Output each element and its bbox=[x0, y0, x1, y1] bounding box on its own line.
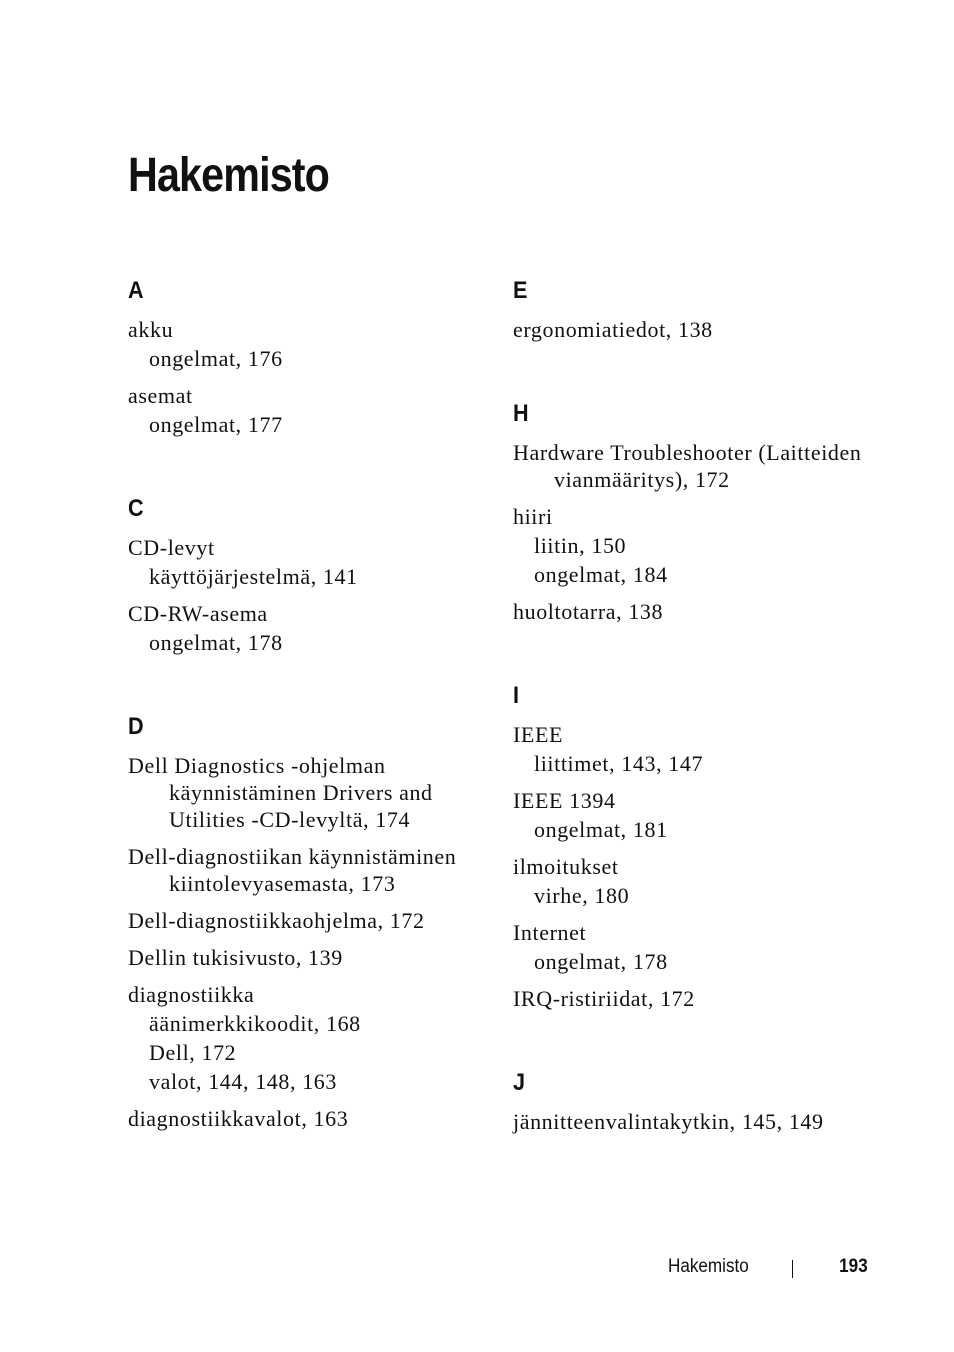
index-section bbox=[513, 276, 873, 343]
index-section bbox=[128, 712, 488, 1132]
section-letter: J bbox=[513, 1069, 526, 1096]
entry-heading: ergonomiatiedot, 138 bbox=[513, 317, 713, 342]
entry-subitem: liittimet, 143, 147 bbox=[534, 751, 704, 776]
page-footer bbox=[600, 1256, 868, 1282]
entry-heading: IRQ-ristiriidat, 172 bbox=[513, 986, 695, 1011]
index-entry bbox=[128, 316, 488, 372]
index-section bbox=[128, 494, 488, 656]
index-entry bbox=[513, 1108, 873, 1135]
index-entry bbox=[128, 382, 488, 438]
entry-heading: Dell-diagnostiikkaohjelma, 172 bbox=[128, 908, 425, 933]
entry-heading: Hardware Troubleshooter (Laitteiden vianmääritys), 172 bbox=[513, 440, 862, 492]
entry-heading: hiiri bbox=[513, 504, 553, 529]
entry-heading: Internet bbox=[513, 920, 587, 945]
entry-heading: akku bbox=[128, 317, 174, 342]
entry-heading: CD-levyt bbox=[128, 535, 215, 560]
footer-title: Hakemisto bbox=[668, 1256, 749, 1277]
index-entry bbox=[128, 981, 488, 1095]
page-title: Hakemisto bbox=[128, 149, 330, 202]
index-entry bbox=[513, 721, 873, 777]
index-entry bbox=[128, 534, 488, 590]
entry-heading: IEEE bbox=[513, 722, 564, 747]
entry-subitem: virhe, 180 bbox=[534, 883, 630, 908]
index-section bbox=[513, 399, 873, 625]
entry-subitem: ongelmat, 181 bbox=[534, 817, 668, 842]
page-number: 193 bbox=[839, 1256, 868, 1277]
index-entry bbox=[128, 1105, 488, 1132]
entry-heading: jännitteenvalintakytkin, 145, 149 bbox=[513, 1109, 824, 1134]
index-section bbox=[513, 1068, 873, 1135]
entry-heading: ilmoitukset bbox=[513, 854, 619, 879]
entry-heading: IEEE 1394 bbox=[513, 788, 616, 813]
section-letter: A bbox=[128, 277, 144, 304]
entry-subitem: liitin, 150 bbox=[534, 533, 627, 558]
entry-subitem: ongelmat, 178 bbox=[534, 949, 668, 974]
entry-subitem: äänimerkkikoodit, 168 bbox=[149, 1011, 361, 1036]
index-entry bbox=[128, 600, 488, 656]
entry-heading: huoltotarra, 138 bbox=[513, 599, 664, 624]
index-column-left bbox=[128, 276, 488, 1188]
index-entry bbox=[128, 944, 488, 971]
index-entry bbox=[513, 853, 873, 909]
footer-separator bbox=[792, 1260, 793, 1278]
entry-heading: Dell Diagnostics -ohjelman käynnistäminen Drivers and Utilities -CD-levyltä, 174 bbox=[128, 753, 433, 832]
entry-subitem: Dell, 172 bbox=[149, 1040, 237, 1065]
entry-subitem: ongelmat, 178 bbox=[149, 630, 283, 655]
entry-subitem: ongelmat, 184 bbox=[534, 562, 668, 587]
section-letter: H bbox=[513, 400, 529, 427]
index-entry bbox=[128, 843, 488, 897]
index-entry bbox=[513, 316, 873, 343]
index-entry bbox=[513, 787, 873, 843]
entry-subitem: ongelmat, 176 bbox=[149, 346, 283, 371]
index-entry bbox=[128, 907, 488, 934]
section-letter: E bbox=[513, 277, 528, 304]
index-column-right bbox=[513, 276, 873, 1191]
index-section bbox=[513, 681, 873, 1012]
section-letter: D bbox=[128, 713, 144, 740]
entry-heading: diagnostiikka bbox=[128, 982, 255, 1007]
entry-heading: diagnostiikkavalot, 163 bbox=[128, 1106, 349, 1131]
section-letter: I bbox=[513, 682, 520, 709]
entry-heading: CD-RW-asema bbox=[128, 601, 268, 626]
index-entry bbox=[513, 919, 873, 975]
index-entry bbox=[513, 598, 873, 625]
entry-subitem: käyttöjärjestelmä, 141 bbox=[149, 564, 358, 589]
entry-heading: asemat bbox=[128, 383, 193, 408]
index-entry bbox=[513, 503, 873, 588]
entry-subitem: valot, 144, 148, 163 bbox=[149, 1069, 337, 1094]
entry-subitem: ongelmat, 177 bbox=[149, 412, 283, 437]
index-entry bbox=[513, 439, 873, 493]
index-entry bbox=[128, 752, 488, 833]
index-section bbox=[128, 276, 488, 438]
section-letter: C bbox=[128, 495, 144, 522]
index-entry bbox=[513, 985, 873, 1012]
entry-heading: Dell-diagnostiikan käynnistäminen kiintolevyasemasta, 173 bbox=[128, 844, 457, 896]
entry-heading: Dellin tukisivusto, 139 bbox=[128, 945, 343, 970]
